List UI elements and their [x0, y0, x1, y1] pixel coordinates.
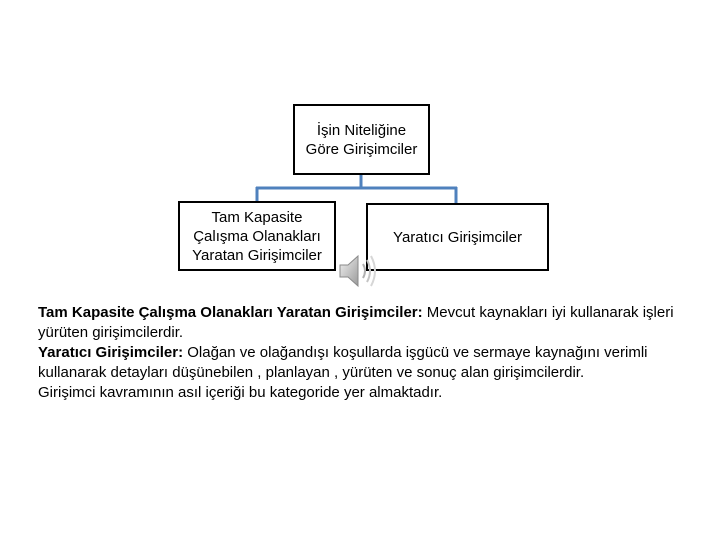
speaker-icon[interactable] [336, 251, 382, 291]
definition-term: Yaratıcı Girişimciler: [38, 344, 184, 361]
definition-full-capacity [38, 303, 688, 343]
child-node-creative: Yaratıcı Girişimciler [366, 203, 549, 271]
definitions-text [38, 303, 688, 403]
definition-body: Olağan ve olağandışı koşullarda işgücü ve sermaye kaynağını verimli kullanarak detayları düşünebilen , planlayan , yürüten ve sonuç alan girişimcilerdir. [38, 344, 648, 381]
definition-term: Tam Kapasite Çalışma Olanakları Yaratan Girişimciler: [38, 304, 423, 321]
definition-body: Mevcut kaynakları iyi kullanarak işleri yürüten girişimcilerdir. [38, 304, 674, 341]
root-node: İşin Niteliğine Göre Girişimciler [293, 104, 430, 175]
definition-creative [38, 343, 688, 383]
closing-sentence: Girişimci kavramının asıl içeriği bu kategoride yer almaktadır. [38, 384, 443, 401]
child-node-full-capacity: Tam Kapasite Çalışma Olanakları Yaratan Girişimciler [178, 201, 336, 271]
